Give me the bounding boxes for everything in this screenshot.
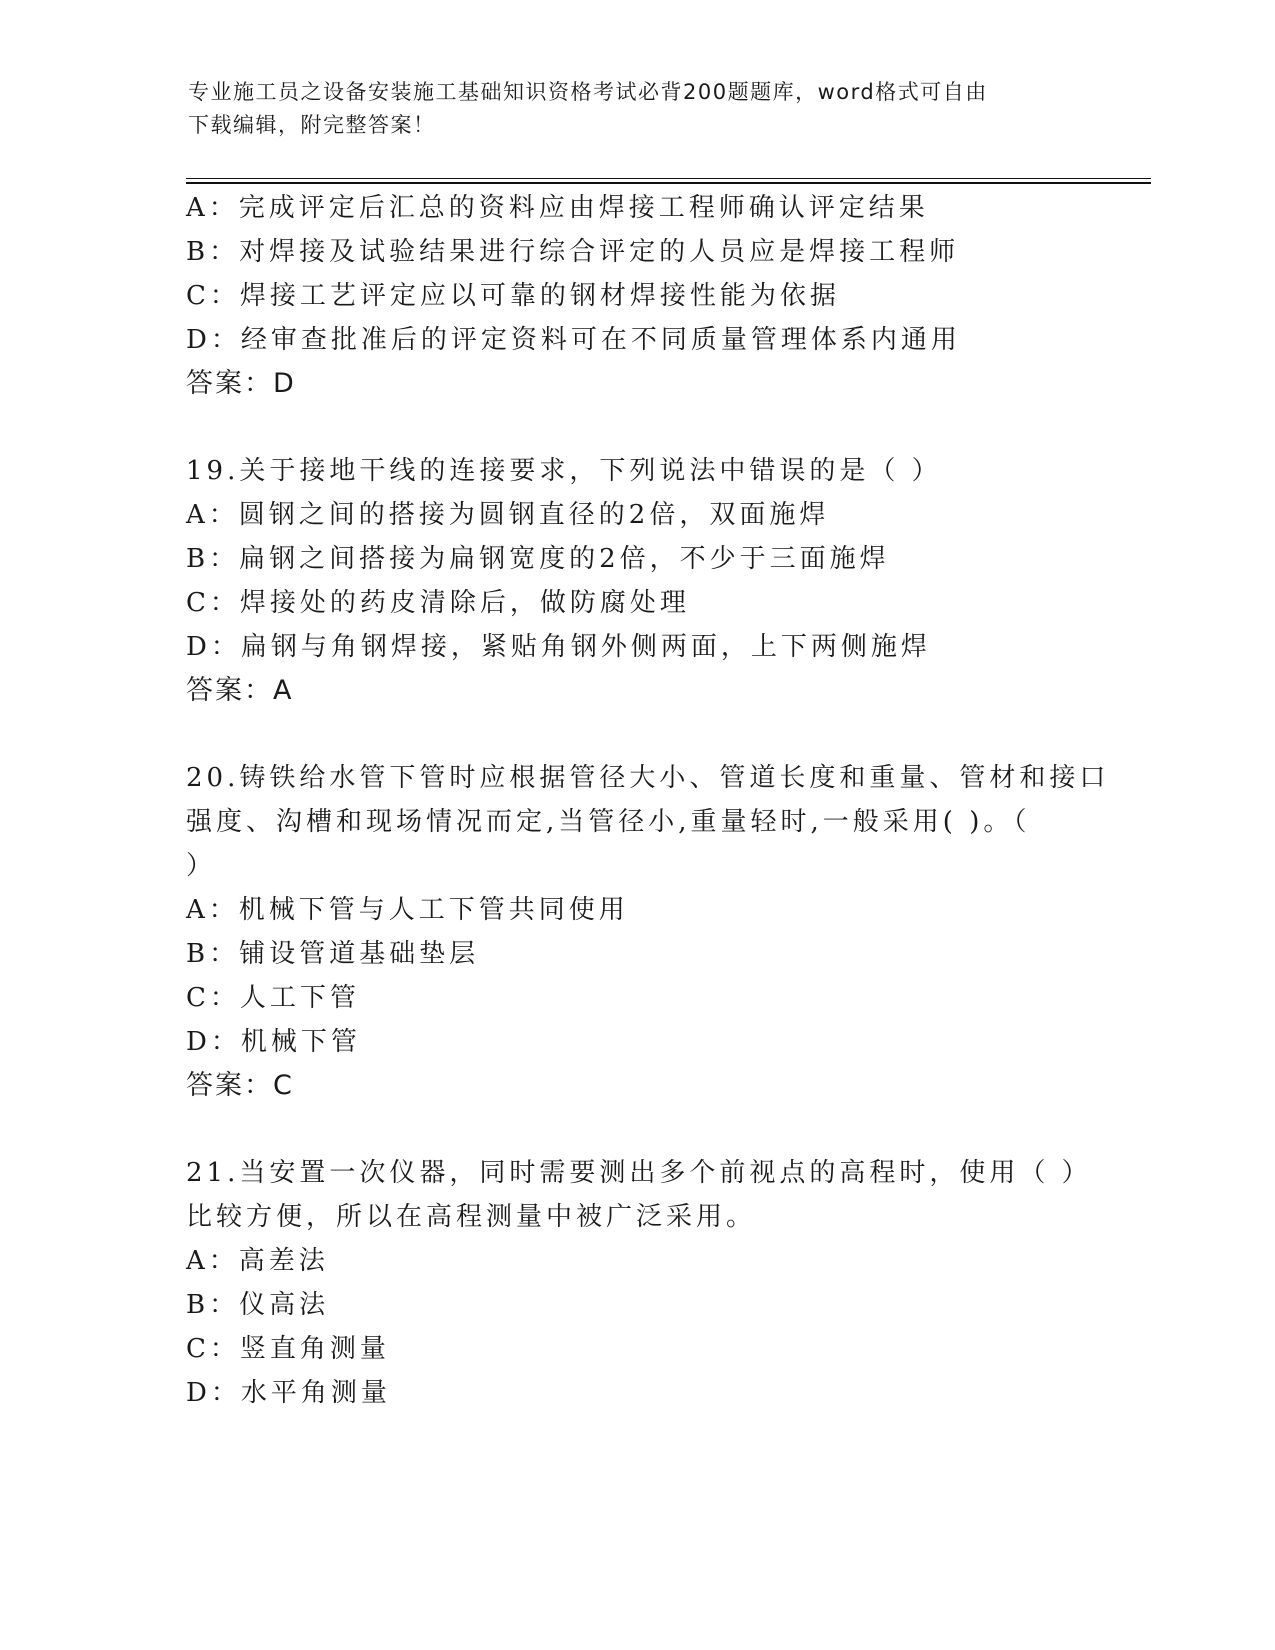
q18-option-a: A：完成评定后汇总的资料应由焊接工程师确认评定结果 <box>186 193 929 223</box>
q20-stem-line-2: 强度、沟槽和现场情况而定,当管径小,重量轻时,一般采用( )。（ <box>186 807 1031 837</box>
header-line-2: 下载编辑，附完整答案！ <box>188 113 436 137</box>
header-line-1: 专业施工员之设备安装施工基础知识资格考试必背200题题库，word格式可自由 <box>188 80 988 104</box>
q20-option-a: A：机械下管与人工下管共同使用 <box>186 895 629 925</box>
q20-stem-line-1: 20.铸铁给水管下管时应根据管径大小、管道长度和重量、管材和接口 <box>186 763 1110 793</box>
q18-option-c: C：焊接工艺评定应以可靠的钢材焊接性能为依据 <box>186 281 840 311</box>
q19-stem: 19.关于接地干线的连接要求，下列说法中错误的是（ ） <box>186 456 942 486</box>
q19-option-d: D：扁钢与角钢焊接，紧贴角钢外侧两面，上下两侧施焊 <box>186 632 931 662</box>
header-rule-thin <box>186 178 1151 179</box>
q20-option-b: B：铺设管道基础垫层 <box>186 939 480 969</box>
q20-option-c: C：人工下管 <box>186 983 360 1013</box>
q21-stem-line-2: 比较方便，所以在高程测量中被广泛采用。 <box>186 1202 757 1232</box>
q18-option-b: B：对焊接及试验结果进行综合评定的人员应是焊接工程师 <box>186 237 960 267</box>
q21-stem-line-1: 21.当安置一次仪器，同时需要测出多个前视点的高程时，使用（ ） <box>186 1158 1092 1188</box>
q20-option-d: D：机械下管 <box>186 1027 361 1057</box>
q21-option-d: D：水平角测量 <box>186 1378 391 1408</box>
q21-option-a: A：高差法 <box>186 1246 329 1276</box>
q19-answer: 答案：A <box>186 675 294 706</box>
q20-answer: 答案：C <box>186 1070 294 1101</box>
q20-stem-line-3: ） <box>186 851 217 881</box>
header-rule-thick <box>186 182 1151 184</box>
q18-answer: 答案：D <box>186 368 296 399</box>
q18-option-d: D：经审查批准后的评定资料可在不同质量管理体系内通用 <box>186 325 961 355</box>
q19-option-c: C：焊接处的药皮清除后，做防腐处理 <box>186 588 690 618</box>
q21-option-b: B：仪高法 <box>186 1290 330 1320</box>
page-header <box>188 76 1068 142</box>
q19-option-a: A：圆钢之间的搭接为圆钢直径的2倍，双面施焊 <box>186 500 830 530</box>
q21-option-c: C：竖直角测量 <box>186 1334 390 1364</box>
q19-option-b: B：扁钢之间搭接为扁钢宽度的2倍，不少于三面施焊 <box>186 544 890 574</box>
